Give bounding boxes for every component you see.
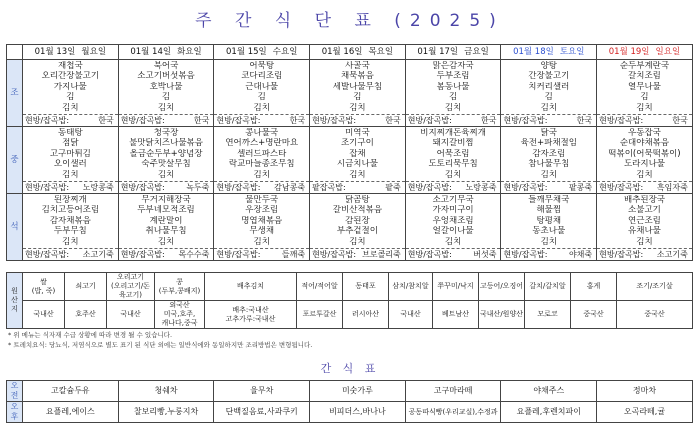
rice-origin-line xyxy=(119,181,214,193)
dish-name: 유채나물 xyxy=(628,226,661,237)
meal-cell xyxy=(23,127,119,194)
day-date: 01월 14일 xyxy=(130,47,172,57)
meal-cell xyxy=(310,60,406,127)
notes xyxy=(8,330,312,350)
rice-origin-label: 현방/잡곡밥: xyxy=(25,116,70,126)
weekly-menu-table xyxy=(6,44,693,261)
meal-row xyxy=(7,127,693,194)
dish-name: 무거지해장국 xyxy=(141,195,191,206)
day-date: 01월 16일 xyxy=(321,47,363,57)
dish-name: 맑은감자국 xyxy=(432,61,474,71)
rice-origin-value: 야채죽 xyxy=(568,250,593,260)
snack-item: 단백질음료,사과쿠키 xyxy=(214,402,310,423)
dish-name: 콩나물국 xyxy=(245,128,279,139)
origin-ingredient: 쌀 (밥, 죽) xyxy=(23,273,65,301)
dish-name: 김치 xyxy=(157,236,175,247)
dish-name: 김치 xyxy=(349,102,366,113)
dish-name: 고구마튀김 xyxy=(49,148,91,159)
dish-name: 김치 xyxy=(636,169,653,180)
dish-name: 소고기무국 xyxy=(432,195,474,206)
dish-name: 치커리샐러 xyxy=(528,81,570,92)
day-weekday: 월요일 xyxy=(81,47,107,57)
day-weekday: 토요일 xyxy=(559,47,585,57)
rice-origin-value: 팥죽 xyxy=(385,183,401,193)
rice-origin-line xyxy=(406,248,501,260)
rice-origin-line xyxy=(23,248,118,260)
origin-country: 국내산 xyxy=(23,301,65,329)
dish-name: 물만두국 xyxy=(245,195,279,206)
rice-origin-label: 현방/잡곡밥: xyxy=(216,183,261,193)
dish-name: 점닭 xyxy=(62,138,79,149)
meal-cell xyxy=(118,127,214,194)
snack-title: 간 식 표 xyxy=(320,362,380,375)
dish-name: 미역국 xyxy=(345,128,370,139)
day-weekday: 수요일 xyxy=(272,47,298,57)
dish-name: 된장찌개 xyxy=(53,195,87,206)
dish-name: 감된장 xyxy=(345,215,370,226)
day-weekday: 일요일 xyxy=(655,47,681,57)
snack-time-label: 오후 xyxy=(7,402,23,423)
origin-table xyxy=(6,272,693,329)
dish-name: 얼갈이나물 xyxy=(432,226,474,237)
note-item: * 위 메뉴는 식자재 수급 상황에 따라 변경 될 수 있습니다. xyxy=(8,331,173,339)
dish-name: 계란말이 xyxy=(149,215,183,226)
rice-origin-value: 노랑콩죽 xyxy=(465,183,497,193)
origin-country: 중국산 xyxy=(617,301,693,329)
dish-name: 락교마늘종조무침 xyxy=(228,159,295,170)
snack-item: 요플레,에이스 xyxy=(23,402,119,423)
origin-country: 국내산 xyxy=(389,301,433,329)
rice-origin-line xyxy=(119,114,214,126)
dish-name: 코다리조림 xyxy=(241,71,283,82)
dish-name: 시금치나물 xyxy=(336,159,378,170)
meal-label: 중 xyxy=(7,127,23,194)
day-header-4 xyxy=(310,45,406,60)
origin-country: 모로코 xyxy=(525,301,571,329)
dish-name: 무생채 xyxy=(249,226,275,237)
dish-name: 김치 xyxy=(62,169,79,180)
origin-ingredient: 삼치/참치알 xyxy=(389,273,433,301)
rice-origin-line xyxy=(597,114,692,126)
rice-origin-value: 버섯죽 xyxy=(473,250,497,260)
origin-ingredient: 오리고기 (오리고기/돈육고기) xyxy=(107,273,155,301)
snack-item: 공동따식빵(우리교실),수정과 xyxy=(405,402,501,423)
meal-cell xyxy=(597,60,693,127)
day-weekday: 금요일 xyxy=(464,47,489,57)
snack-item: 고구마라떼 xyxy=(405,381,501,402)
origin-country: 호주산 xyxy=(65,301,107,329)
dish-name: 김 xyxy=(448,92,458,103)
snack-item: 야채주스 xyxy=(501,381,597,402)
dish-name: 김치 xyxy=(253,102,270,113)
rice-origin-label: 현방/잡곡밥: xyxy=(120,116,165,126)
meal-label: 석 xyxy=(7,194,23,261)
dish-name: 김 xyxy=(353,92,362,103)
origin-ingredient: 홍게 xyxy=(571,273,617,301)
day-header-6 xyxy=(501,45,597,60)
origin-country: 국내산 xyxy=(107,301,155,329)
meal-cell xyxy=(501,60,597,127)
meal-cell xyxy=(501,194,597,261)
dish-name: 김 xyxy=(66,92,75,103)
dish-name: 순대야채볶음 xyxy=(619,138,670,149)
dish-name: 김치 xyxy=(253,236,270,247)
dish-name: 탕평채 xyxy=(536,215,562,226)
day-date: 01월 15일 xyxy=(226,47,267,57)
rice-origin-value: 한국 xyxy=(193,116,210,126)
meal-cell xyxy=(118,60,214,127)
dish-name: 감자채볶음 xyxy=(49,215,91,226)
dish-name: 부추겉절이 xyxy=(336,226,378,237)
origin-ingredient: 조기/조기살 xyxy=(617,273,693,301)
dish-name: 취나물무침 xyxy=(145,226,187,237)
snack-row xyxy=(7,381,693,402)
dish-name: 청국장 xyxy=(153,128,179,139)
dish-name: 소불고기 xyxy=(628,205,661,216)
rice-origin-line xyxy=(406,114,501,126)
rice-origin-value: 들깨죽 xyxy=(281,250,306,260)
dish-name: 우장조림 xyxy=(245,205,279,216)
snack-item: 율무차 xyxy=(214,381,310,402)
dish-name: 동태탕 xyxy=(58,128,83,139)
dish-name: 도라지나물 xyxy=(623,159,665,170)
dish-name: 세발나물무침 xyxy=(332,81,383,92)
dish-name: 조기구이 xyxy=(340,138,374,149)
rice-origin-label: 현방/잡곡밥: xyxy=(25,183,70,193)
dish-name: 어묵탕 xyxy=(249,61,275,71)
rice-origin-label: 현방/잡곡밥: xyxy=(599,183,644,193)
rice-origin-line xyxy=(214,248,309,260)
dish-name: 김 xyxy=(161,92,171,103)
rice-origin-line xyxy=(23,181,118,193)
dish-name: 숙주맛살무침 xyxy=(141,159,191,170)
origin-country: 국내산/원양산 xyxy=(479,301,525,329)
origin-ingredient: 고등어/오징어 xyxy=(479,273,525,301)
rice-origin-label: 현방/잡곡밥: xyxy=(216,250,261,260)
meal-row xyxy=(7,60,693,127)
dish-name: 우동잡국 xyxy=(628,128,661,139)
day-date: 01월 13일 xyxy=(34,47,76,57)
origin-ingredient: 쇠고기 xyxy=(65,273,107,301)
rice-origin-label: 현방/잡곡밥: xyxy=(312,250,357,260)
dish-name: 들깨무채국 xyxy=(528,195,570,206)
dish-name: 두부무침 xyxy=(53,226,87,237)
snack-item: 비피더스,바나나 xyxy=(310,402,406,423)
dish-name: 소고기버섯볶음 xyxy=(137,71,195,82)
meal-cell xyxy=(214,60,310,127)
meal-cell xyxy=(405,60,501,127)
origin-ingredient: 배추김치 xyxy=(205,273,297,301)
origin-ingredient: 동태포 xyxy=(343,273,389,301)
dish-name: 김치 xyxy=(540,102,557,113)
snack-item: 찰보리빵,누룽지차 xyxy=(118,402,214,423)
rice-origin-label: 현방/잡곡밥: xyxy=(25,250,70,260)
dish-name: 김치 xyxy=(253,169,270,180)
rice-origin-label: 현방/잡곡밥: xyxy=(407,250,452,260)
dish-name: 돼지갈비찜 xyxy=(432,138,474,149)
rice-origin-line xyxy=(310,248,405,260)
dish-name: 김치 xyxy=(157,102,175,113)
dish-name: 양탕 xyxy=(540,61,557,71)
rice-origin-value: 흑임자죽 xyxy=(656,183,688,193)
origin-ingredient: 쭈꾸미/낙지 xyxy=(433,273,479,301)
dish-name: 명엽채볶음 xyxy=(241,215,283,226)
dish-name: 봄동나물 xyxy=(436,81,470,92)
corner-cell xyxy=(7,45,23,60)
rice-origin-value: 한국 xyxy=(480,116,497,126)
meal-cell xyxy=(214,194,310,261)
rice-origin-value: 노랑콩죽 xyxy=(82,183,114,193)
rice-origin-label: 현방/잡곡밥: xyxy=(599,116,644,126)
rice-origin-value: 감남콩죽 xyxy=(274,183,306,193)
meal-cell xyxy=(23,194,119,261)
rice-origin-label: 현방/잡곡밥: xyxy=(120,250,165,260)
dish-name: 비지찌개돈육찌개 xyxy=(420,128,486,139)
dish-name: 간장불고기 xyxy=(528,71,570,82)
dish-name: 김치 xyxy=(62,236,79,247)
dish-name: 사골국 xyxy=(345,61,370,71)
dish-name: 우엉채조림 xyxy=(432,215,474,226)
dish-name: 올금순두부+양념장 xyxy=(129,148,203,159)
dish-name: 김치 xyxy=(636,236,653,247)
rice-origin-line xyxy=(501,181,596,193)
meal-cell xyxy=(23,60,119,127)
snack-row xyxy=(7,402,693,423)
dish-name: 김치 xyxy=(444,102,462,113)
origin-country: 배추:국내산 고추가루:국내산 xyxy=(205,301,297,329)
dish-name: 김치 xyxy=(157,169,175,180)
snack-item: 청쉐차 xyxy=(118,381,214,402)
origin-name-row xyxy=(7,273,693,301)
meal-cell xyxy=(214,127,310,194)
rice-origin-value: 한국 xyxy=(672,116,688,126)
note-item: * 트레치요식: 당뇨식, 저염식으로 별도 표기 된 식단 외에는 일반식에와 동일하지만 조리방법은 변형됩니다. xyxy=(8,341,313,349)
rice-origin-value: 소고기죽 xyxy=(82,250,114,260)
dish-name: 연어까스+명란마요 xyxy=(225,138,299,149)
dish-name: 동초나물 xyxy=(532,226,566,237)
origin-value-row xyxy=(7,301,693,329)
rice-origin-line xyxy=(23,114,118,126)
rice-origin-line xyxy=(310,181,405,193)
dish-name: 북어국 xyxy=(153,61,179,71)
rice-origin-value: 소고기죽 xyxy=(656,250,688,260)
dish-name: 갈비산적볶음 xyxy=(332,205,383,216)
rice-origin-line xyxy=(501,248,596,260)
origin-ingredient: 콩 (두부,콩배지) xyxy=(155,273,205,301)
rice-origin-label: 현방/잡곡밥: xyxy=(407,116,452,126)
dish-name: 가지나물 xyxy=(53,81,87,92)
dish-name: 배추된장국 xyxy=(623,195,665,206)
day-header-5 xyxy=(405,45,501,60)
rice-origin-label: 현방/잡곡밥: xyxy=(407,183,452,193)
dish-name: 김치 xyxy=(540,236,557,247)
rice-origin-line xyxy=(214,114,309,126)
origin-label: 원산지 xyxy=(7,273,23,329)
meal-cell xyxy=(310,127,406,194)
dish-name: 잡채 xyxy=(349,148,366,159)
dish-name: 두부네모적조림 xyxy=(137,205,195,216)
dish-name: 김치 xyxy=(62,102,79,113)
dish-name: 오이샐러 xyxy=(53,159,87,170)
meal-label: 조 xyxy=(7,60,23,127)
meal-cell xyxy=(597,127,693,194)
rice-origin-label: 현방/잡곡밥: xyxy=(503,116,548,126)
day-date: 01월 17일 xyxy=(417,47,459,57)
dish-name: 재첩국 xyxy=(58,61,83,71)
rice-origin-value: 목수수죽 xyxy=(178,250,210,260)
rice-origin-value: 한국 xyxy=(289,116,306,126)
dish-name: 김치 xyxy=(349,169,366,180)
dish-name: 김 xyxy=(640,92,649,103)
snack-table xyxy=(6,380,693,423)
rice-origin-value: 브로콜리죽 xyxy=(362,250,401,260)
dish-name: 채묵볶음 xyxy=(340,71,374,82)
rice-origin-label: 현방/잡곡밥: xyxy=(599,250,644,260)
day-header-2 xyxy=(118,45,214,60)
dish-name: 김치 xyxy=(349,236,366,247)
dish-name: 근대나물 xyxy=(245,81,279,92)
dish-name: 두부조림 xyxy=(436,71,470,82)
rice-origin-label: 현방/잡곡밥: xyxy=(216,116,261,126)
rice-origin-label: 현방/잡곡밥: xyxy=(120,183,165,193)
meal-cell xyxy=(405,194,501,261)
origin-country: 외국산 미국,호주, 캐나다,중국 xyxy=(155,301,205,329)
snack-item: 고칼슘두유 xyxy=(23,381,119,402)
dish-name: 참나물무침 xyxy=(528,159,570,170)
rice-origin-line xyxy=(119,248,214,260)
rice-origin-line xyxy=(406,181,501,193)
rice-origin-line xyxy=(501,114,596,126)
dish-name: 김 xyxy=(544,92,553,103)
origin-country: 중국산 xyxy=(571,301,617,329)
dish-name: 가자미구이 xyxy=(432,205,474,216)
rice-origin-label: 현방/잡곡밥: xyxy=(503,183,548,193)
rice-origin-line xyxy=(597,248,692,260)
dish-name: 떡볶이(어묵떡볶이) xyxy=(608,148,681,159)
meal-cell xyxy=(405,127,501,194)
dish-name: 김치 xyxy=(444,169,462,180)
origin-country: 러시아산 xyxy=(343,301,389,329)
dish-name: 순두부계란국 xyxy=(619,61,670,71)
dish-name: 호박나물 xyxy=(149,81,183,92)
day-header-row xyxy=(7,45,693,60)
day-header-7 xyxy=(597,45,693,60)
rice-origin-value: 팥콩죽 xyxy=(568,183,593,193)
rice-origin-value: 녹두죽 xyxy=(186,183,210,193)
meal-row xyxy=(7,194,693,261)
dish-name: 닭국 xyxy=(540,128,557,139)
rice-origin-line xyxy=(597,181,692,193)
dish-name: 김 xyxy=(257,92,266,103)
dish-name: 도토리묵무침 xyxy=(428,159,478,170)
rice-origin-line xyxy=(310,114,405,126)
snack-item: 오곡라떼,귤 xyxy=(597,402,693,423)
origin-country: 베트남산 xyxy=(433,301,479,329)
day-weekday: 화요일 xyxy=(177,47,202,57)
dish-name: 셀러드파스타 xyxy=(237,148,287,159)
day-header-1 xyxy=(23,45,119,60)
day-date: 01월 18일 xyxy=(513,47,554,57)
dish-name: 김치 xyxy=(444,236,462,247)
dish-name: 열무나물 xyxy=(628,81,661,92)
origin-ingredient: 갈치/갈치알 xyxy=(525,273,571,301)
day-weekday: 목요일 xyxy=(368,47,394,57)
dish-name: 불맛닭치즈나물볶음 xyxy=(129,138,203,149)
snack-item: 요플레,후렌치파이 xyxy=(501,402,597,423)
dish-name: 오리간장불고기 xyxy=(41,71,100,82)
rice-origin-value: 한국 xyxy=(385,116,401,126)
origin-country: 포르투갈산 xyxy=(297,301,343,329)
rice-origin-value: 한국 xyxy=(98,116,114,126)
snack-item: 정마차 xyxy=(597,381,693,402)
meal-cell xyxy=(118,194,214,261)
snack-item: 미숫가루 xyxy=(310,381,406,402)
dish-name: 김치 xyxy=(540,169,557,180)
dish-name: 닭곰탕 xyxy=(345,195,370,206)
rice-origin-label: 현방/잡곡밥: xyxy=(312,116,357,126)
dish-name: 연근조림 xyxy=(628,215,661,226)
day-date: 01월 19일 xyxy=(608,47,650,57)
meal-cell xyxy=(310,194,406,261)
rice-origin-value: 한국 xyxy=(576,116,593,126)
dish-name: 감자조림 xyxy=(532,148,566,159)
rice-origin-line xyxy=(214,181,309,193)
dish-name: 어묵조림 xyxy=(436,148,470,159)
page-title: 주 간 식 단 표 (2025) xyxy=(195,11,505,31)
rice-origin-label: 팥잡곡밥: xyxy=(312,183,346,193)
dish-name: 갈치조림 xyxy=(628,71,661,82)
day-header-3 xyxy=(214,45,310,60)
dish-name: 육전+파채절임 xyxy=(520,138,577,149)
dish-name: 김치고등어조림 xyxy=(41,205,100,216)
meal-cell xyxy=(597,194,693,261)
origin-ingredient: 적어/적어알 xyxy=(297,273,343,301)
snack-time-label: 오전 xyxy=(7,381,23,402)
meal-cell xyxy=(501,127,597,194)
dish-name: 해물찜 xyxy=(536,205,562,216)
rice-origin-label: 현방/잡곡밥: xyxy=(503,250,548,260)
dish-name: 김치 xyxy=(636,102,653,113)
